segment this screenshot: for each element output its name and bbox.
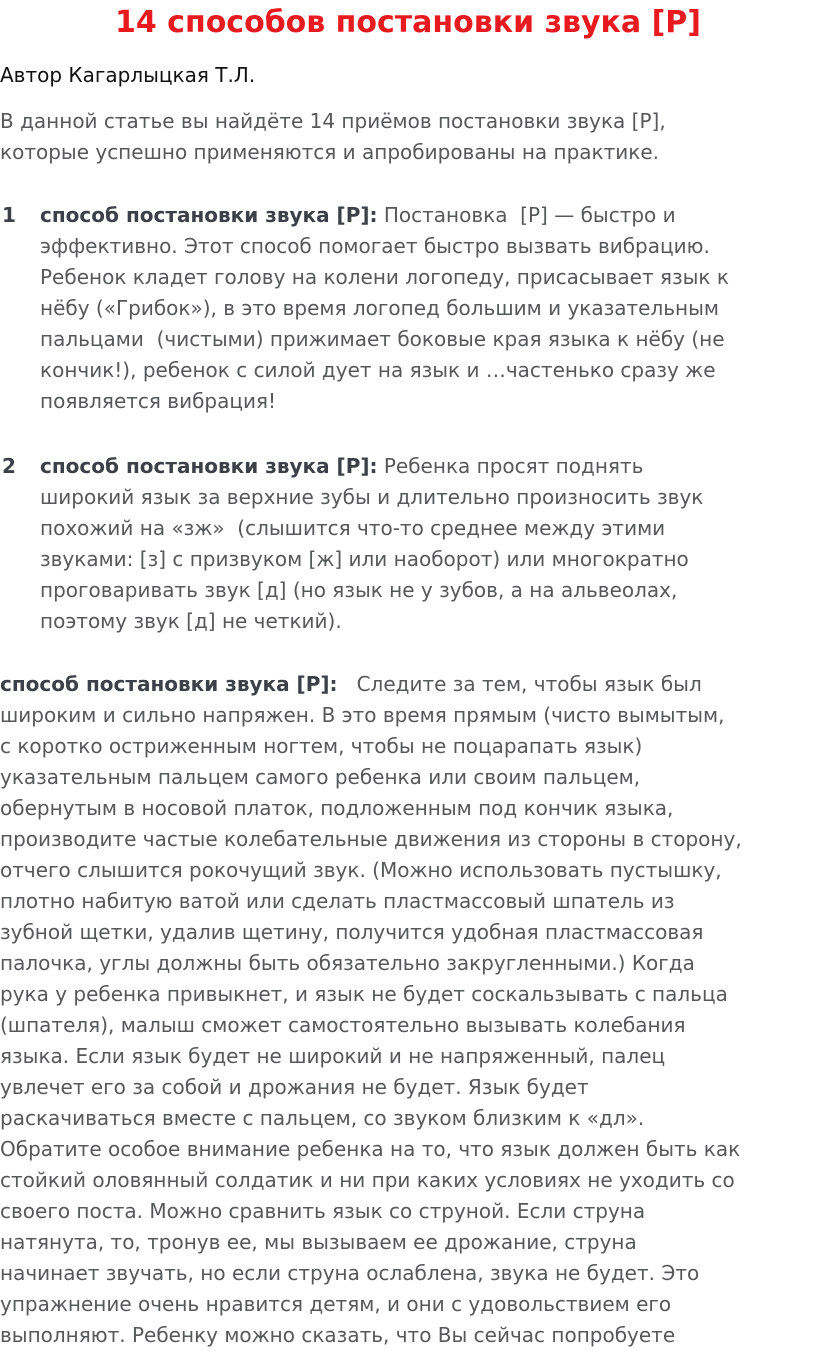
method-text-line: стойкий оловянный солдатик и ни при каких условиях не уходить со — [0, 1168, 735, 1192]
method-lead: способ постановки звука [Р]: — [40, 203, 378, 227]
method-number: 1 — [2, 203, 16, 227]
method-text-line: поэтому звук [д] не четкий). — [40, 609, 342, 633]
method-text-line: появляется вибрация! — [40, 389, 277, 413]
method-text-line: раскачиваться вместе с пальцем, со звуком близким к «дл». — [0, 1106, 645, 1130]
method-text-line: начинает звучать, но если струна ослаблена, звука не будет. Это — [0, 1261, 700, 1285]
method-text-line: палочка, углы должны быть обязательно закругленными.) Когда — [0, 951, 695, 975]
method-text: Ребенка просят поднять — [377, 454, 644, 478]
method-text-line: (шпателя), малыш сможет самостоятельно вызывать колебания — [0, 1013, 686, 1037]
author-line: Автор Кагарлыцкая Т.Л. — [0, 63, 256, 87]
method-text-line: нёбу («Грибок»), в это время логопед большим и указательным — [40, 296, 719, 320]
method-text-line: зубной щетки, удалив щетину, получится удобная пластмассовая — [0, 920, 704, 944]
method-text-line: обернутым в носовой платок, подложенным под кончик языка, — [0, 796, 674, 820]
method-text-line: отчего слышится рокочущий звук. (Можно использовать пустышку, — [0, 858, 722, 882]
method-text-line: языка. Если язык будет не широкий и не напряженный, палец — [0, 1044, 666, 1068]
method-text-line: упражнение очень нравится детям, и они с удовольствием его — [0, 1292, 672, 1316]
method-text-line: широким и сильно напряжен. В это время прямым (чисто вымытым, — [0, 703, 725, 727]
method-number: 2 — [2, 454, 16, 478]
method-text: Следите за тем, чтобы язык был — [337, 672, 702, 696]
method-3 — [0, 669, 816, 1351]
method-text-line: кончик!), ребенок с силой дует на язык и …частенько сразу же — [40, 358, 716, 382]
method-text-line: производите частые колебательные движения из стороны в сторону, — [0, 827, 742, 851]
method-body — [40, 200, 814, 417]
intro-line: которые успешно применяются и апробированы на практике. — [0, 140, 660, 164]
page-title: 14 способов постановки звука [Р] — [114, 5, 702, 40]
method-text-line: широкий язык за верхние зубы и длительно произносить звук — [40, 485, 704, 509]
method-text-line: проговаривать звук [д] (но язык не у зубов, а на альвеолах, — [40, 578, 678, 602]
method-lead: способ постановки звука [Р]: — [40, 454, 378, 478]
method-text-line: выполняют. Ребенку можно сказать, что Вы сейчас попробуете — [0, 1323, 676, 1347]
method-first-line — [40, 451, 814, 482]
intro-paragraph — [0, 106, 800, 168]
method-text-line: своего поста. Можно сравнить язык со струной. Если струна — [0, 1199, 646, 1223]
method-text-line: плотно набитую ватой или сделать пластмассовый шпатель из — [0, 889, 675, 913]
intro-line: В данной статье вы найдёте 14 приёмов постановки звука [Р], — [0, 109, 666, 133]
method-text-line: звуками: [з] с призвуком [ж] или наоборот) или многократно — [40, 547, 689, 571]
method-body — [40, 451, 814, 637]
method-text-line: Обратите особое внимание ребенка на то, что язык должен быть как — [0, 1137, 741, 1161]
method-text: Постановка [Р] — быстро и — [377, 203, 676, 227]
method-text-line: Ребенок кладет голову на колени логопеду, присасывает язык к — [40, 265, 729, 289]
method-text-line: с коротко остриженным ногтем, чтобы не поцарапать язык) — [0, 734, 643, 758]
method-text-line: натянута, то, тронув ее, мы вызываем ее дрожание, струна — [0, 1230, 637, 1254]
method-first-line — [0, 669, 816, 700]
method-text-line: увлечет его за собой и дрожания не будет. Язык будет — [0, 1075, 589, 1099]
method-text-line: рука у ребенка привыкнет, и язык не будет соскальзывать с пальца — [0, 982, 728, 1006]
method-text-line: указательным пальцем самого ребенка или своим пальцем, — [0, 765, 641, 789]
method-text-line: эффективно. Этот способ помогает быстро вызвать вибрацию. — [40, 234, 710, 258]
method-text-line: пальцами (чистыми) прижимает боковые края языка к нёбу (не — [40, 327, 725, 351]
method-text-line: похожий на «зж» (слышится что-то среднее между этими — [40, 516, 666, 540]
method-lead: способ постановки звука [Р]: — [0, 672, 338, 696]
method-first-line — [40, 200, 814, 231]
